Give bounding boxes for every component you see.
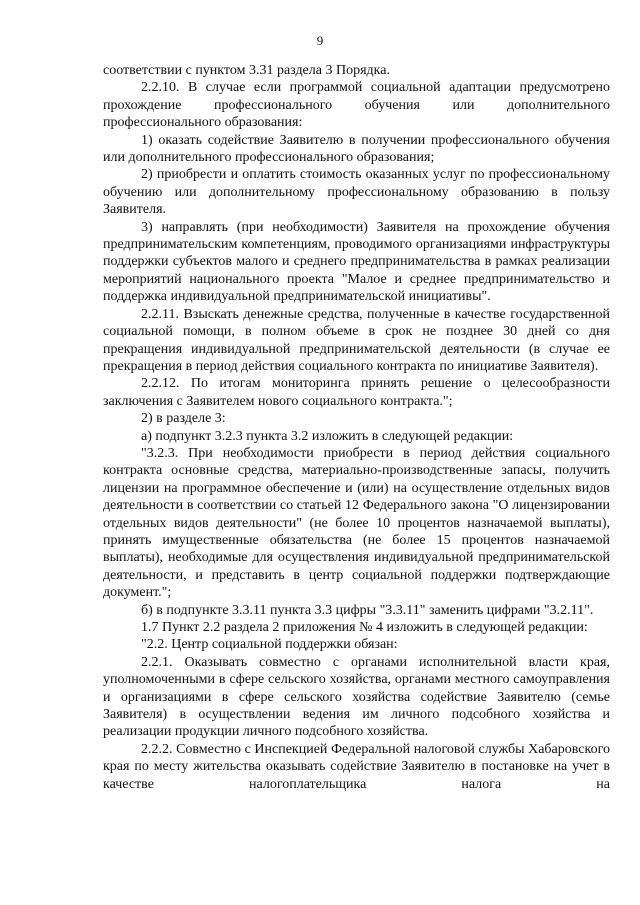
page-number: 9 <box>316 33 324 48</box>
paragraph: 2.2.1. Оказывать совместно с органами исполнительной власти края, уполномоченными в сфере сельского хозяйства, органами местного самоуправления и организациями в сфере сельского хозяйства содействие Заявителю (семье Заявителя) в осуществлении ведения им личного подсобного хозяйства и реализации продукции личного подсобного хозяйства. <box>103 654 610 740</box>
paragraph: 1) оказать содействие Заявителю в получении профессионального обучения или дополнительного профессионального образования; <box>103 132 610 166</box>
paragraph: 3) направлять (при необходимости) Заявителя на прохождение обучения предпринимательским компетенциям, проводимого организациями инфраструктуры поддержки субъектов малого и среднего предпринимательства в рамках реализации мероприятий национального проекта "Малое и среднее предпринимательство и поддержка индивидуальной предпринимательской инициативы". <box>103 219 610 305</box>
paragraph: 2.2.11. Взыскать денежные средства, полученные в качестве государственной социальной помощи, в полном объеме в срок не позднее 30 дней со дня прекращения индивидуальной предпринимательской деятельности (в случае ее прекращения в период действия социального контракта по инициативе Заявителя). <box>103 306 610 374</box>
paragraph: 2.2.12. По итогам мониторинга принять решение о целесообразности заключения с Заявителем нового социального контракта."; <box>103 376 610 409</box>
paragraph: 2) приобрести и оплатить стоимость оказанных услуг по профессиональному обучению или дополнительному профессиональному образованию в пользу Заявителя. <box>103 167 610 218</box>
document-body <box>103 62 610 793</box>
paragraph: соответствии с пунктом 3.31 раздела 3 Порядка. <box>103 63 390 78</box>
paragraph: 1.7 Пункт 2.2 раздела 2 приложения № 4 изложить в следующей редакции: <box>141 620 588 635</box>
paragraph: "3.2.3. При необходимости приобрести в период действия социального контракта основные средства, материально-производственные запасы, получить лицензии на программное обеспечение и (или) на осуществление отдельных видов деятельности в соответствии со статьей 12 Федерального закона "О лицензировании отдельных видов деятельности" (не более 10 процентов назначаемой выплаты), принять имущественные обязательства (не более 15 процентов назначаемой выплаты), необходимые для осуществления индивидуальной предпринимательской деятельности, и представить в центр социальной поддержки подтверждающие документ."; <box>103 445 610 601</box>
paragraph: б) в подпункте 3.3.11 пункта 3.3 цифры "3.3.11" заменить цифрами "3.2.11". <box>141 602 594 618</box>
paragraph: 2.2.10. В случае если программой социальной адаптации предусмотрено прохождение профессионального обучения или дополнительного профессионального образования: <box>103 80 610 131</box>
paragraph: 2.2.2. Совместно с Инспекцией Федеральной налоговой службы Хабаровского края по месту жительства оказывать содействие Заявителю в постановке на учет в качестве налогоплательщика налога на <box>103 741 610 792</box>
paragraph: "2.2. Центр социальной поддержки обязан: <box>141 637 398 653</box>
paragraph: а) подпункт 3.2.3 пункта 3.2 изложить в следующей редакции: <box>141 428 514 444</box>
paragraph: 2) в разделе 3: <box>141 411 226 427</box>
